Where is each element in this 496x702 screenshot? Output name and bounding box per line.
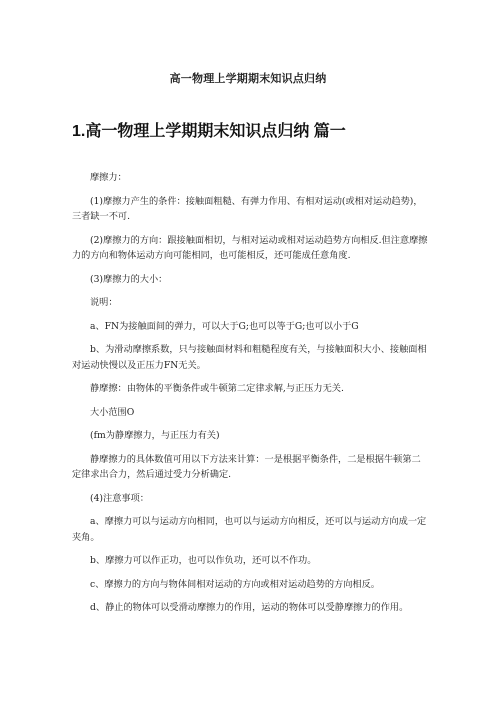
paragraph: d、静止的物体可以受滑动摩擦力的作用，运动的物体可以受静摩擦力的作用。 bbox=[90, 602, 409, 613]
paragraph: c、摩擦力的方向与物体间相对运动的方向或相对运动趋势的方向相反。 bbox=[90, 578, 380, 590]
paragraph: a、摩擦力可以与运动方向相同，也可以与运动方向相反，还可以与运动方向成一定夹角。 bbox=[72, 516, 427, 543]
paragraph: 说明： bbox=[90, 297, 118, 308]
paragraph: 摩擦力： bbox=[90, 172, 127, 183]
section-heading: 1.高一物理上学期期末知识点归纳 篇一 bbox=[72, 123, 346, 140]
paragraph: (4)注意事项： bbox=[90, 492, 149, 504]
paragraph: b、摩擦力可以作正功，也可以作负功，还可以不作功。 bbox=[90, 555, 317, 566]
paragraph: 大小范围O bbox=[90, 406, 135, 418]
paragraph: (3)摩擦力的大小： bbox=[90, 273, 168, 285]
paragraph: (fm为静摩擦力，与正压力有关) bbox=[90, 430, 220, 441]
paragraph: (1)摩擦力产生的条件：接触面粗糙、有弹力作用、有相对运动(或相对运动趋势)，三者缺一不可. bbox=[72, 195, 423, 222]
body-text bbox=[72, 170, 428, 624]
paragraph: a、FN为接触面间的弹力，可以大于G;也可以等于G;也可以小于G bbox=[90, 320, 359, 332]
paragraph: b、为滑动摩擦系数，只与接触面材料和粗糙程度有关，与接触面积大小、接触面相对运动快慢以及正压力FN无关。 bbox=[72, 344, 427, 371]
document-title: 高一物理上学期期末知识点归纳 bbox=[169, 73, 327, 85]
paragraph: 静摩擦力的具体数值可用以下方法来计算：一是根据平衡条件，二是根据牛顿第二定律求出合力，然后通过受力分析确定. bbox=[72, 453, 421, 480]
paragraph: (2)摩擦力的方向：跟接触面相切，与相对运动或相对运动趋势方向相反.但注意摩擦力的方向和物体运动方向可能相同，也可能相反，还可能成任意角度. bbox=[72, 234, 428, 261]
paragraph: 静摩擦：由物体的平衡条件或牛顿第二定律求解,与正压力无关. bbox=[90, 383, 344, 394]
